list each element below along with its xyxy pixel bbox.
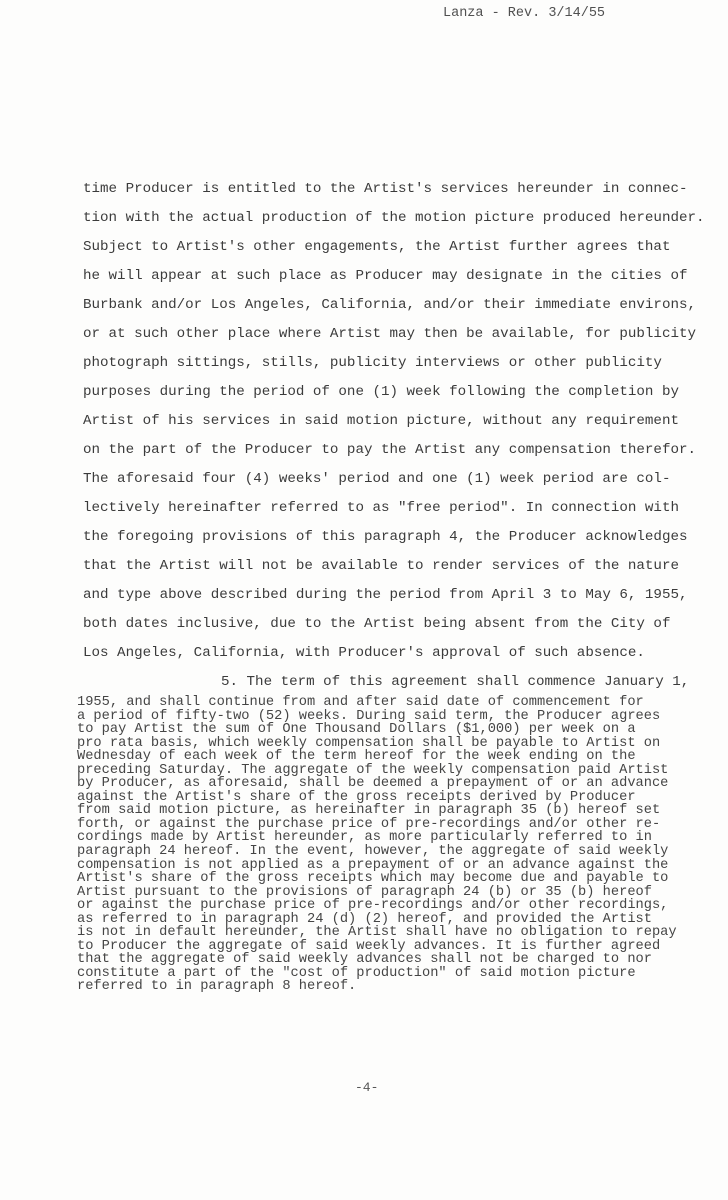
text-line: that the aggregate of said weekly advances shall not be charged to nor [77, 952, 652, 968]
text-line: purposes during the period of one (1) week following the completion by [83, 384, 679, 400]
text-line: the foregoing provisions of this paragraph 4, the Producer acknowledges [83, 529, 688, 545]
text-line: cordings made by Artist hereunder, as more particularly referred to in [77, 830, 652, 846]
text-line: to pay Artist the sum of One Thousand Dollars ($1,000) per week on a [77, 722, 636, 738]
text-line: compensation is not applied as a prepayment of or an advance against the [77, 857, 669, 873]
page-number: -4- [355, 1080, 379, 1095]
text-line: Los Angeles, California, with Producer's approval of such absence. [83, 645, 645, 661]
text-line: constitute a part of the "cost of production" of said motion picture [77, 965, 636, 981]
text-line: Artist pursuant to the provisions of paragraph 24 (b) or 35 (b) hereof [77, 884, 652, 900]
text-line: Burbank and/or Los Angeles, California, and/or their immediate environs, [83, 297, 696, 313]
text-line: against the Artist's share of the gross receipts derived by Producer [77, 789, 636, 805]
text-line: from said motion picture, as hereinafter in paragraph 35 (b) hereof set [77, 803, 661, 819]
text-line: to Producer the aggregate of said weekly advances. It is further agreed [77, 938, 661, 954]
text-line: is not in default hereunder, the Artist shall have no obligation to repay [77, 925, 677, 941]
text-line: pro rata basis, which weekly compensation shall be payable to Artist on [77, 735, 661, 751]
text-line: forth, or against the purchase price of pre-recordings and/or other re- [77, 816, 661, 832]
text-line: The aforesaid four (4) weeks' period and one (1) week period are col- [83, 471, 671, 487]
text-line: both dates inclusive, due to the Artist being absent from the City of [83, 616, 671, 632]
text-line: Artist of his services in said motion picture, without any requirement [83, 413, 679, 429]
text-line: referred to in paragraph 8 hereof. [77, 979, 357, 995]
text-line: and type above described during the period from April 3 to May 6, 1955, [83, 587, 688, 603]
text-line: lectively hereinafter referred to as "free period". In connection with [83, 500, 679, 516]
text-line: on the part of the Producer to pay the Artist any compensation therefor. [83, 442, 696, 458]
text-line: time Producer is entitled to the Artist's services hereunder in connec- [83, 181, 688, 197]
paragraph-4-continuation [83, 180, 705, 702]
text-line: as referred to in paragraph 24 (d) (2) hereof, and provided the Artist [77, 911, 652, 927]
text-line: by Producer, as aforesaid, shall be deemed a prepayment of or an advance [77, 776, 669, 792]
text-line: Wednesday of each week of the term hereof for the week ending on the [77, 749, 636, 765]
text-line: Subject to Artist's other engagements, the Artist further agrees that [83, 239, 671, 255]
paragraph-5-opening-line: 5. The term of this agreement shall commence January 1, [221, 674, 690, 690]
text-line: or at such other place where Artist may then be available, for publicity [83, 326, 696, 342]
text-line: preceding Saturday. The aggregate of the weekly compensation paid Artist [77, 762, 669, 778]
text-line: 1955, and shall continue from and after said date of commencement for [77, 695, 644, 710]
text-line: Artist's share of the gross receipts which may become due and payable to [77, 871, 669, 887]
text-line: photograph sittings, stills, publicity interviews or other publicity [83, 355, 662, 371]
text-line: he will appear at such place as Producer may designate in the cities of [83, 268, 688, 284]
text-line: or against the purchase price of pre-recordings and/or other recordings, [77, 898, 669, 914]
text-line: that the Artist will not be available to render services of the nature [83, 558, 679, 574]
text-line: paragraph 24 hereof. In the event, however, the aggregate of said weekly [77, 844, 669, 860]
text-line: a period of fifty-two (52) weeks. During said term, the Producer agrees [77, 708, 661, 724]
text-line: tion with the actual production of the motion picture produced hereunder. [83, 210, 705, 226]
revision-header: Lanza - Rev. 3/14/55 [443, 6, 606, 21]
paragraph-5-body [77, 696, 717, 994]
